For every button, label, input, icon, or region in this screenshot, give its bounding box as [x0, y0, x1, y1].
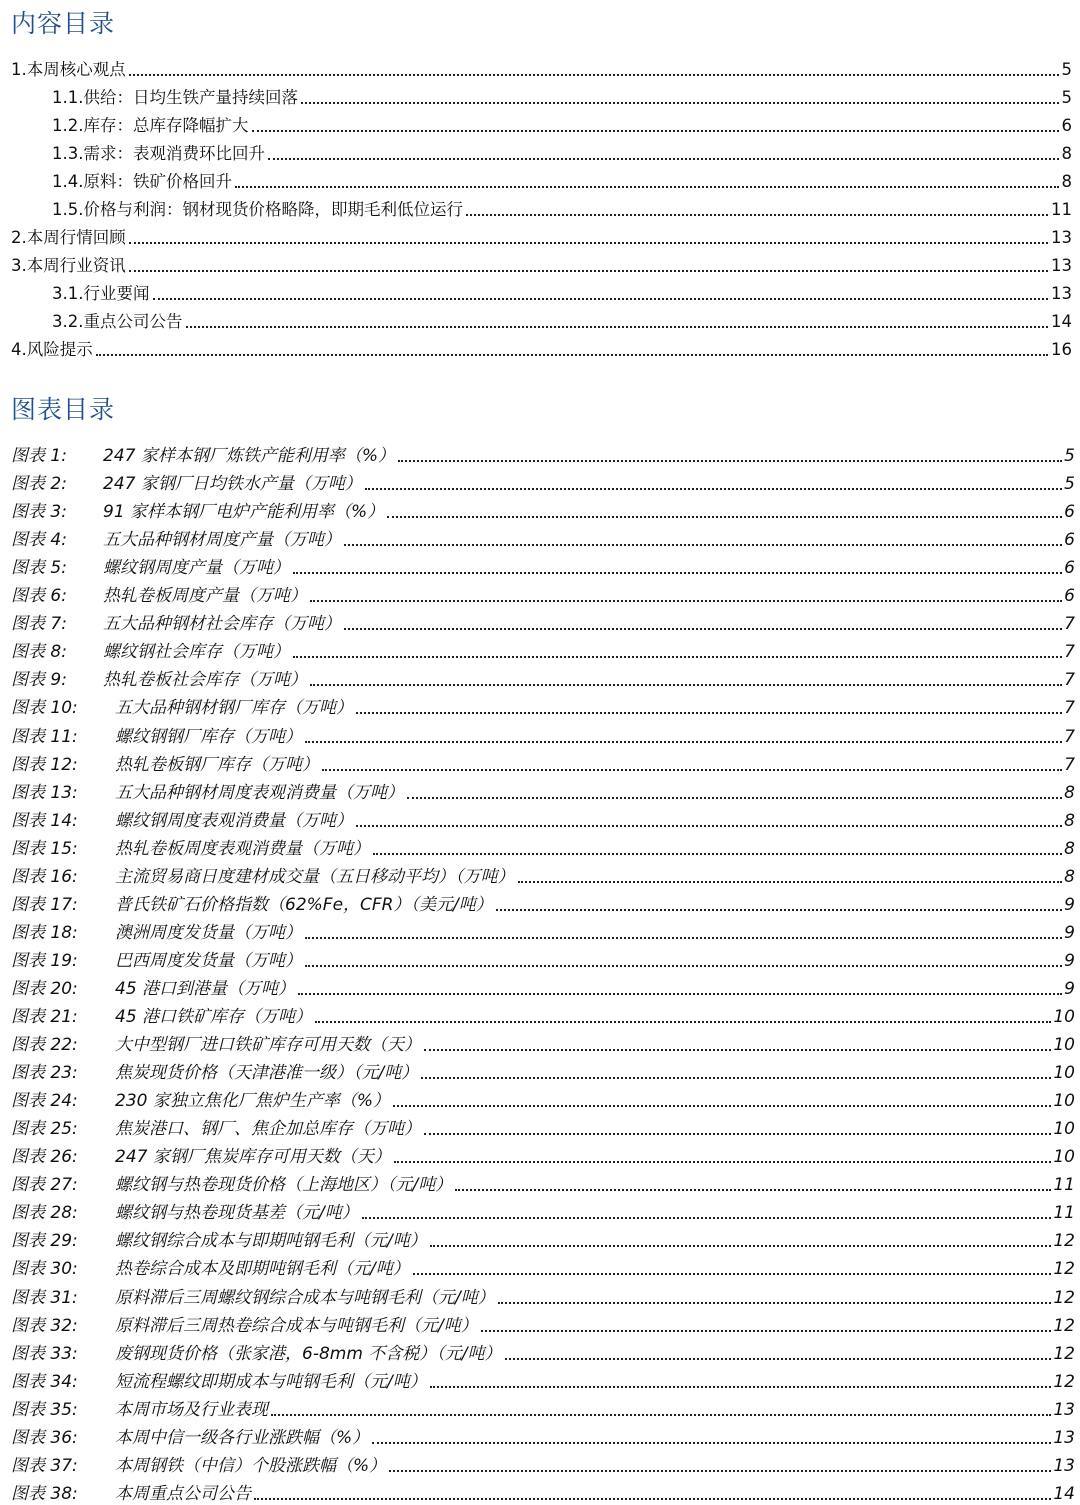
figure-entry[interactable]: [11, 948, 1075, 972]
figure-entry-id: 图表 37:: [11, 1456, 78, 1476]
figure-entry-id: 图表 19:: [11, 951, 78, 971]
figure-entry-id: 图表 16:: [11, 867, 78, 887]
dot-leader: [254, 1498, 1051, 1500]
figure-entry-id: 图表 5:: [11, 558, 67, 578]
figure-entry-id: 图表 6:: [11, 586, 67, 606]
figure-entry[interactable]: [11, 471, 1075, 495]
figure-entry[interactable]: [11, 976, 1075, 1000]
figure-entry-title: 螺纹钢与热卷现货基差（元/吨）: [115, 1203, 359, 1223]
figure-entry-page: 5: [1064, 446, 1075, 466]
toc-entry-page: 5: [1061, 60, 1072, 79]
dot-leader: [310, 600, 1062, 602]
figure-entry[interactable]: [11, 1088, 1075, 1112]
toc-entry-label: 2.本周行情回顾: [11, 228, 126, 247]
figure-entry[interactable]: [11, 920, 1075, 944]
figure-entry-id: 图表 30:: [11, 1259, 78, 1279]
toc-entry[interactable]: [52, 310, 1072, 332]
figure-entry-title: 原料滞后三周螺纹钢综合成本与吨钢毛利（元/吨）: [115, 1288, 495, 1308]
dot-leader: [518, 881, 1063, 883]
figure-entry-page: 14: [1053, 1484, 1075, 1504]
figure-entry-page: 11: [1053, 1203, 1075, 1223]
figure-entry-title: 螺纹钢周度表观消费量（万吨）: [115, 811, 353, 831]
figure-entry-title: 本周钢铁（中信）个股涨跌幅（%）: [115, 1456, 387, 1476]
toc-entry-label: 1.1.供给：日均生铁产量持续回落: [52, 88, 298, 107]
figure-entry-id: 图表 33:: [11, 1344, 78, 1364]
toc-entry[interactable]: [52, 170, 1072, 192]
figure-entry-id: 图表 4:: [11, 530, 67, 550]
figure-entry-id: 图表 29:: [11, 1231, 78, 1251]
dot-leader: [356, 712, 1062, 714]
dot-leader: [496, 909, 1062, 911]
figure-entry-page: 8: [1064, 867, 1075, 887]
figure-entry-title: 大中型钢厂进口铁矿库存可用天数（天）: [115, 1035, 421, 1055]
dot-leader: [430, 1245, 1052, 1247]
figure-entry[interactable]: [11, 639, 1075, 663]
figure-entry[interactable]: [11, 1032, 1075, 1056]
figure-entry-id: 图表 17:: [11, 895, 78, 915]
figure-entry[interactable]: [11, 1060, 1075, 1084]
dot-leader: [424, 1049, 1051, 1051]
toc-entry-label: 3.1.行业要闻: [52, 284, 150, 303]
figure-entry-id: 图表 25:: [11, 1119, 78, 1139]
dot-leader: [398, 460, 1062, 462]
figure-entry[interactable]: [11, 527, 1075, 551]
figure-entry[interactable]: [11, 443, 1075, 467]
figure-entry-title: 91 家样本钢厂电炉产能利用率（%）: [103, 502, 385, 522]
dot-leader: [498, 1302, 1052, 1304]
figure-entry-page: 10: [1053, 1091, 1075, 1111]
figure-entry-title: 热轧卷板周度产量（万吨）: [103, 586, 307, 606]
figure-entry-id: 图表 21:: [11, 1007, 78, 1027]
figure-entry-page: 12: [1053, 1372, 1075, 1392]
toc-entry-label: 1.本周核心观点: [11, 60, 126, 79]
figure-entry[interactable]: [11, 499, 1075, 523]
dot-leader: [413, 1273, 1052, 1275]
figure-entry-page: 10: [1053, 1147, 1075, 1167]
toc-entry-label: 1.4.原料：铁矿价格回升: [52, 172, 232, 191]
toc-entry-label: 3.2.重点公司公告: [52, 312, 183, 331]
figure-entry-page: 7: [1064, 698, 1075, 718]
figure-entry-page: 13: [1053, 1428, 1075, 1448]
toc-entry-page: 13: [1051, 228, 1072, 247]
toc-entry-page: 13: [1051, 256, 1072, 275]
toc-entry-page: 5: [1061, 88, 1072, 107]
figure-entry-id: 图表 35:: [11, 1400, 78, 1420]
figure-entry-title: 45 港口到港量（万吨）: [115, 979, 296, 999]
figure-entry-title: 普氏铁矿石价格指数（62%Fe，CFR）（美元/吨）: [115, 895, 493, 915]
dot-leader: [235, 186, 1059, 188]
figure-entry[interactable]: [11, 1228, 1075, 1252]
figure-entry[interactable]: [11, 583, 1075, 607]
figure-entry-id: 图表 15:: [11, 839, 78, 859]
dot-leader: [153, 298, 1049, 300]
figure-entry[interactable]: [11, 780, 1075, 804]
dot-leader: [305, 937, 1062, 939]
dot-leader: [315, 1021, 1051, 1023]
figure-entry-id: 图表 38:: [11, 1484, 78, 1504]
figure-entry-id: 图表 11:: [11, 727, 78, 747]
figure-entry-id: 图表 23:: [11, 1063, 78, 1083]
figure-entry-page: 12: [1053, 1259, 1075, 1279]
dot-leader: [271, 1414, 1051, 1416]
figure-entry-page: 10: [1053, 1007, 1075, 1027]
figure-entry-id: 图表 1:: [11, 446, 67, 466]
figure-entry[interactable]: [11, 724, 1075, 748]
toc-entry-page: 13: [1051, 284, 1072, 303]
dot-leader: [186, 326, 1049, 328]
dot-leader: [310, 684, 1062, 686]
figure-entry-id: 图表 26:: [11, 1147, 78, 1167]
toc-entry[interactable]: [52, 142, 1072, 164]
toc-entry-label: 3.本周行业资讯: [11, 256, 126, 275]
figure-entry[interactable]: [11, 1004, 1075, 1028]
figure-entry-title: 热轧卷板社会库存（万吨）: [103, 670, 307, 690]
figure-entry-page: 9: [1064, 895, 1075, 915]
figures-heading: 图表目录: [11, 395, 116, 424]
figure-entry-id: 图表 12:: [11, 755, 78, 775]
toc-entry-label: 4.风险提示: [11, 340, 93, 359]
figure-entry-page: 9: [1064, 923, 1075, 943]
figure-entry-title: 主流贸易商日度建材成交量（五日移动平均）（万吨）: [115, 867, 515, 887]
figure-entry-title: 247 家钢厂日均铁水产量（万吨）: [103, 474, 362, 494]
figure-entry-title: 本周中信一级各行业涨跌幅（%）: [115, 1428, 370, 1448]
figure-entry-title: 本周重点公司公告: [115, 1484, 251, 1504]
toc-entry[interactable]: [11, 226, 1072, 248]
dot-leader: [96, 354, 1048, 356]
figure-entry-page: 12: [1053, 1344, 1075, 1364]
dot-leader: [129, 270, 1048, 272]
figure-entry-page: 7: [1064, 670, 1075, 690]
toc-entry-page: 8: [1061, 144, 1072, 163]
figure-entry-id: 图表 7:: [11, 614, 67, 634]
dot-leader: [129, 242, 1048, 244]
figure-entry-title: 五大品种钢材周度表观消费量（万吨）: [115, 783, 404, 803]
figure-entry-title: 螺纹钢钢厂库存（万吨）: [115, 727, 302, 747]
figure-entry-id: 图表 10:: [11, 698, 78, 718]
dot-leader: [389, 1470, 1051, 1472]
dot-leader: [394, 1161, 1052, 1163]
figure-entry[interactable]: [11, 1116, 1075, 1140]
figure-entry-id: 图表 34:: [11, 1372, 78, 1392]
figure-entry[interactable]: [11, 864, 1075, 888]
figure-entry[interactable]: [11, 667, 1075, 691]
dot-leader: [393, 1105, 1051, 1107]
figure-entry-title: 247 家钢厂焦炭库存可用天数（天）: [115, 1147, 391, 1167]
toc-entry[interactable]: [52, 86, 1072, 108]
dot-leader: [505, 1358, 1052, 1360]
figure-entry-page: 12: [1053, 1288, 1075, 1308]
figure-entry-title: 螺纹钢社会库存（万吨）: [103, 642, 290, 662]
toc-entry-page: 6: [1061, 116, 1072, 135]
toc-entry[interactable]: [11, 254, 1072, 276]
figure-entry-id: 图表 3:: [11, 502, 67, 522]
toc-entry-page: 8: [1061, 172, 1072, 191]
dot-leader: [305, 965, 1062, 967]
toc-entry-page: 11: [1051, 200, 1072, 219]
figure-entry-page: 7: [1064, 755, 1075, 775]
figure-entry-title: 废钢现货价格（张家港，6-8mm 不含税）（元/吨）: [115, 1344, 502, 1364]
dot-leader: [362, 1217, 1052, 1219]
figure-entry-page: 5: [1064, 474, 1075, 494]
toc-entry[interactable]: [11, 338, 1072, 360]
figure-entry-page: 9: [1064, 951, 1075, 971]
figure-entry-page: 8: [1064, 811, 1075, 831]
dot-leader: [356, 825, 1062, 827]
figure-entry-page: 10: [1053, 1035, 1075, 1055]
toc-entry[interactable]: [52, 198, 1072, 220]
figure-entry[interactable]: [11, 1369, 1075, 1393]
figure-entry[interactable]: [11, 752, 1075, 776]
figure-entry[interactable]: [11, 1481, 1075, 1505]
dot-leader: [372, 1442, 1051, 1444]
figure-entry-id: 图表 9:: [11, 670, 67, 690]
figure-entry[interactable]: [11, 695, 1075, 719]
figure-entry-title: 本周市场及行业表现: [115, 1400, 268, 1420]
figure-entry-page: 6: [1064, 502, 1075, 522]
figure-entry-title: 焦炭港口、钢厂、焦企加总库存（万吨）: [115, 1119, 421, 1139]
figure-entry-title: 螺纹钢周度产量（万吨）: [103, 558, 290, 578]
figure-entry[interactable]: [11, 1425, 1075, 1449]
dot-leader: [301, 102, 1059, 104]
figure-entry-id: 图表 13:: [11, 783, 78, 803]
figure-entry-page: 6: [1064, 530, 1075, 550]
contents-heading: 内容目录: [11, 9, 116, 38]
figure-entry-id: 图表 14:: [11, 811, 78, 831]
figure-entry-title: 澳洲周度发货量（万吨）: [115, 923, 302, 943]
dot-leader: [481, 1330, 1052, 1332]
toc-entry-label: 1.2.库存：总库存降幅扩大: [52, 116, 249, 135]
toc-entry[interactable]: [52, 114, 1072, 136]
figure-entry-page: 13: [1053, 1400, 1075, 1420]
figure-entry-page: 13: [1053, 1456, 1075, 1476]
dot-leader: [424, 1133, 1051, 1135]
figure-entry-title: 螺纹钢综合成本与即期吨钢毛利（元/吨）: [115, 1231, 427, 1251]
toc-entry-page: 16: [1051, 340, 1072, 359]
dot-leader: [455, 1189, 1051, 1191]
figure-entry-title: 五大品种钢材钢厂库存（万吨）: [115, 698, 353, 718]
figure-entry-title: 原料滞后三周热卷综合成本与吨钢毛利（元/吨）: [115, 1316, 478, 1336]
figure-entry[interactable]: [11, 1313, 1075, 1337]
figure-entry[interactable]: [11, 1285, 1075, 1309]
toc-entry-label: 1.5.价格与利润：钢材现货价格略降，即期毛利低位运行: [52, 200, 463, 219]
figure-entry-title: 230 家独立焦化厂焦炉生产率（%）: [115, 1091, 391, 1111]
figure-entry[interactable]: [11, 1256, 1075, 1280]
figure-entry-title: 热轧卷板钢厂库存（万吨）: [115, 755, 319, 775]
figure-entry-id: 图表 28:: [11, 1203, 78, 1223]
figure-entry[interactable]: [11, 1397, 1075, 1421]
figure-entry-page: 6: [1064, 586, 1075, 606]
toc-entry-label: 1.3.需求：表观消费环比回升: [52, 144, 265, 163]
dot-leader: [268, 158, 1059, 160]
figure-entry-id: 图表 20:: [11, 979, 78, 999]
dot-leader: [344, 628, 1062, 630]
figure-entry-title: 247 家样本钢厂炼铁产能利用率（%）: [103, 446, 396, 466]
figure-entry-page: 7: [1064, 727, 1075, 747]
figure-entry-page: 12: [1053, 1316, 1075, 1336]
figure-entry-title: 45 港口铁矿库存（万吨）: [115, 1007, 313, 1027]
figure-entry-page: 10: [1053, 1119, 1075, 1139]
figure-entry[interactable]: [11, 611, 1075, 635]
dot-leader: [365, 488, 1062, 490]
figure-entry-id: 图表 36:: [11, 1428, 78, 1448]
dot-leader: [322, 769, 1062, 771]
figure-entry[interactable]: [11, 1341, 1075, 1365]
figure-entry[interactable]: [11, 1453, 1075, 1477]
dot-leader: [293, 656, 1062, 658]
figure-entry-page: 8: [1064, 839, 1075, 859]
figure-entry-id: 图表 24:: [11, 1091, 78, 1111]
figure-entry-title: 短流程螺纹即期成本与吨钢毛利（元/吨）: [115, 1372, 427, 1392]
dot-leader: [293, 572, 1062, 574]
figure-entry[interactable]: [11, 1172, 1075, 1196]
figure-entry[interactable]: [11, 892, 1075, 916]
figure-entry-id: 图表 2:: [11, 474, 67, 494]
figure-entry[interactable]: [11, 1144, 1075, 1168]
toc-entry[interactable]: [52, 282, 1072, 304]
dot-leader: [129, 74, 1059, 76]
figure-entry-title: 五大品种钢材社会库存（万吨）: [103, 614, 341, 634]
dot-leader: [298, 993, 1062, 995]
figure-entry-title: 巴西周度发货量（万吨）: [115, 951, 302, 971]
figure-entry-id: 图表 8:: [11, 642, 67, 662]
dot-leader: [421, 1077, 1051, 1079]
figure-entry[interactable]: [11, 836, 1075, 860]
dot-leader: [305, 741, 1062, 743]
dot-leader: [466, 214, 1048, 216]
figure-entry-id: 图表 27:: [11, 1175, 78, 1195]
figure-entry-page: 9: [1064, 979, 1075, 999]
dot-leader: [373, 853, 1062, 855]
figure-entry[interactable]: [11, 808, 1075, 832]
figure-entry-title: 热卷综合成本及即期吨钢毛利（元/吨）: [115, 1259, 410, 1279]
figure-entry-id: 图表 31:: [11, 1288, 78, 1308]
figure-entry-id: 图表 18:: [11, 923, 78, 943]
figure-entry-page: 11: [1053, 1175, 1075, 1195]
dot-leader: [430, 1386, 1052, 1388]
dot-leader: [252, 130, 1059, 132]
figure-entry-page: 8: [1064, 783, 1075, 803]
figure-entry-title: 螺纹钢与热卷现货价格（上海地区）（元/吨）: [115, 1175, 453, 1195]
figure-entry-page: 10: [1053, 1063, 1075, 1083]
figure-entry-id: 图表 32:: [11, 1316, 78, 1336]
figure-entry-page: 7: [1064, 614, 1075, 634]
figure-entry[interactable]: [11, 1200, 1075, 1224]
toc-entry-page: 14: [1051, 312, 1072, 331]
toc-entry[interactable]: [11, 58, 1072, 80]
figure-entry-title: 五大品种钢材周度产量（万吨）: [103, 530, 341, 550]
figure-entry-page: 6: [1064, 558, 1075, 578]
figure-entry[interactable]: [11, 555, 1075, 579]
figure-entry-page: 12: [1053, 1231, 1075, 1251]
dot-leader: [344, 544, 1062, 546]
figure-entry-title: 焦炭现货价格（天津港准一级）（元/吨）: [115, 1063, 419, 1083]
figure-entry-page: 7: [1064, 642, 1075, 662]
figure-entry-id: 图表 22:: [11, 1035, 78, 1055]
figure-entry-title: 热轧卷板周度表观消费量（万吨）: [115, 839, 370, 859]
dot-leader: [387, 516, 1062, 518]
dot-leader: [407, 797, 1062, 799]
